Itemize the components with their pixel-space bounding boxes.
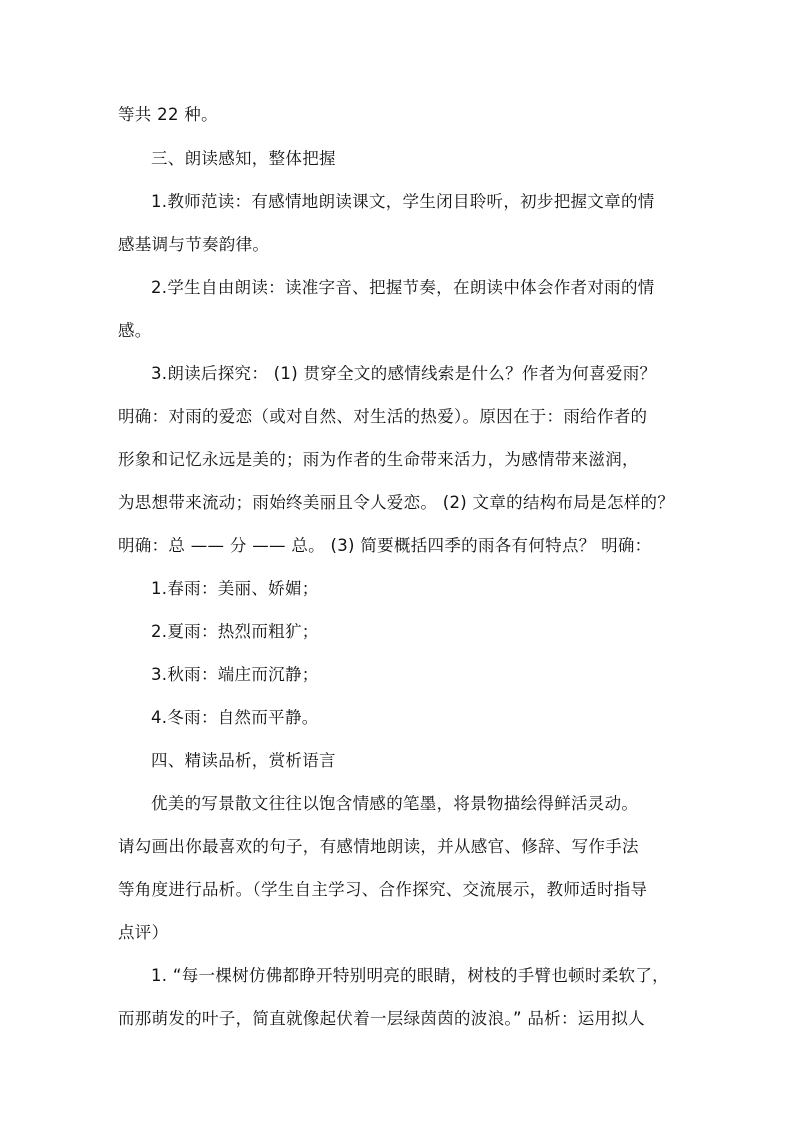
paragraph-line: 2.学生自由朗读：读准字音、把握节奏，在朗读中体会作者对雨的情: [151, 278, 655, 297]
list-item: 3.秋雨：端庄而沉静；: [151, 665, 319, 684]
paragraph-line: 3.朗读后探究： (1) 贯穿全文的感情线索是什么？作者为何喜爱雨？: [151, 364, 657, 383]
paragraph-line: 明确：对雨的爱恋（或对自然、对生活的热爱）。原因在于：雨给作者的: [118, 407, 648, 426]
text-line-continuation: 等共 22 种。: [118, 105, 218, 124]
list-item: 1.春雨：美丽、娇媚；: [151, 579, 319, 598]
list-item: 4.冬雨：自然而平静。: [151, 708, 319, 727]
paragraph-line: 为思想带来流动；雨始终美丽且令人爱恋。 (2) 文章的结构布局是怎样的？: [118, 493, 675, 512]
paragraph-line: 1.教师范读：有感情地朗读课文，学生闭目聆听，初步把握文章的情: [151, 192, 655, 211]
paragraph-line: 感。: [118, 321, 152, 340]
paragraph-line: 而那萌发的叶子，简直就像起伏着一层绿茵茵的波浪。” 品析：运用拟人: [118, 1009, 645, 1028]
paragraph-line: 1. “每一棵树仿佛都睁开特别明亮的眼睛，树枝的手臂也顿时柔软了，: [151, 966, 669, 985]
paragraph-line: 感基调与节奏韵律。: [118, 235, 270, 254]
section-heading-3: 三、朗读感知，整体把握: [151, 149, 336, 168]
section-heading-4: 四、精读品析，赏析语言: [151, 751, 336, 770]
paragraph-line: 点评）: [118, 923, 169, 942]
paragraph-line: 请勾画出你最喜欢的句子，有感情地朗读，并从感官、修辞、写作手法: [118, 837, 639, 856]
paragraph-line: 形象和记忆永远是美的；雨为作者的生命带来活力，为感情带来滋润，: [118, 450, 639, 469]
list-item: 2.夏雨：热烈而粗犷；: [151, 622, 319, 641]
paragraph-line: 明确：总 —— 分 —— 总。 (3) 简要概括四季的雨各有何特点？ 明确：: [118, 536, 652, 555]
paragraph-line: 等角度进行品析。（学生自主学习、合作探究、交流展示，教师适时指导: [118, 880, 648, 899]
paragraph-line: 优美的写景散文往往以饱含情感的笔墨，将景物描绘得鲜活灵动。: [151, 794, 639, 813]
